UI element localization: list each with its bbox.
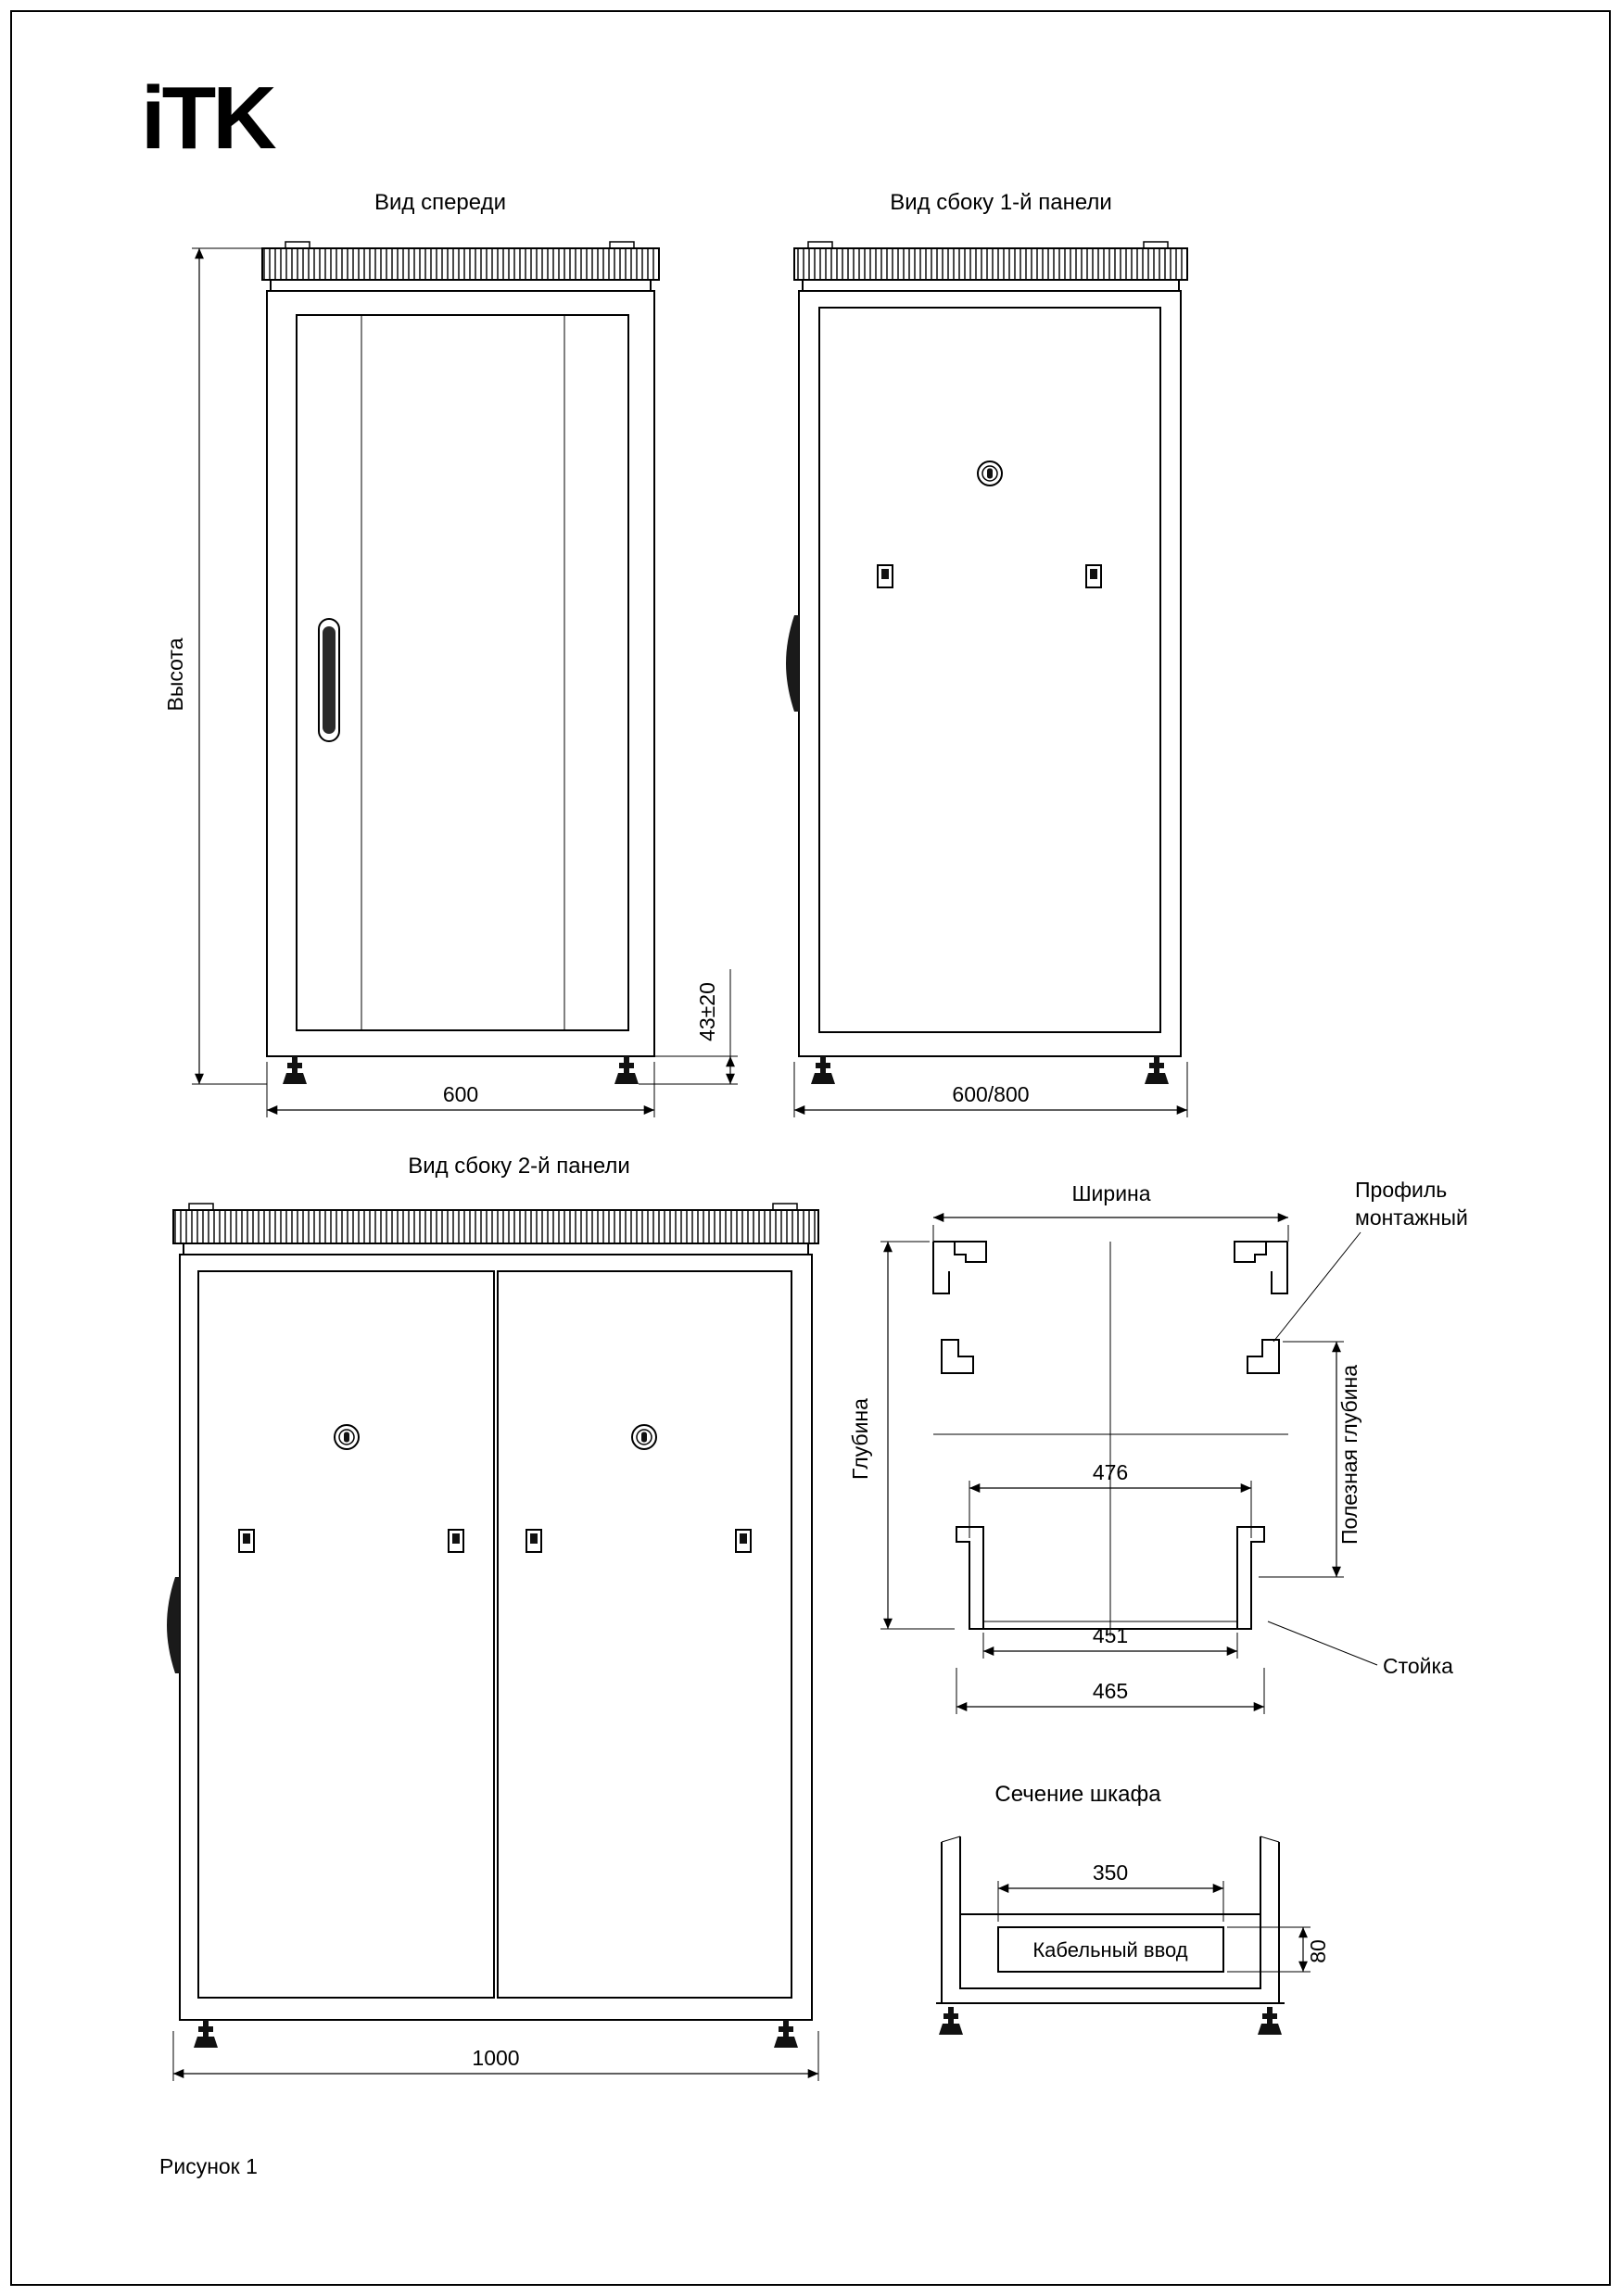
panel-latch <box>736 1530 751 1552</box>
top-panel-flange <box>803 280 1179 291</box>
adjustable-foot <box>283 1056 307 1084</box>
side-view-1-title: Вид сбоку 1-й панели <box>890 190 1112 215</box>
side-handle <box>786 615 799 712</box>
break-line <box>942 1836 960 1842</box>
frame-post-left <box>942 1836 960 2003</box>
dimension-465 <box>956 1668 1264 1714</box>
cabinet-door <box>297 315 628 1030</box>
panel-lock <box>335 1425 359 1449</box>
top-panel-flange <box>184 1243 808 1255</box>
cap-mounting-tab <box>773 1204 797 1210</box>
height-dimension <box>163 248 267 1084</box>
cable-section-title: Сечение шкафа <box>994 1782 1161 1807</box>
break-line <box>1260 1836 1279 1842</box>
panel-latch <box>1086 565 1101 587</box>
mounting-profile-right <box>1247 1340 1279 1373</box>
side-panel-left <box>198 1271 494 1998</box>
side-view-2 <box>167 1154 818 2081</box>
mounting-profile-left <box>942 1340 973 1373</box>
cable-entry-label: Кабельный ввод <box>1032 1938 1188 1962</box>
depth-dimension <box>848 1242 955 1629</box>
cabinet-body <box>799 291 1181 1056</box>
side-view-1 <box>786 190 1187 1117</box>
side-view-2-title: Вид сбоку 2-й панели <box>408 1154 630 1179</box>
useful-depth-label: Полезная глубина <box>1337 1365 1361 1545</box>
dimension-476-value: 476 <box>1092 1460 1129 1484</box>
depth-label: Глубина <box>848 1398 872 1480</box>
front-view <box>163 190 738 1117</box>
width-dimension-600 <box>267 1062 654 1117</box>
depth-dimension-value: 600/800 <box>952 1082 1030 1106</box>
width-dimension <box>933 1181 1288 1242</box>
depth-dimension-value: 1000 <box>472 2046 520 2070</box>
corner-profile-left <box>933 1242 986 1293</box>
adjustable-foot <box>774 2020 798 2048</box>
rack-upright-left <box>956 1527 983 1629</box>
mounting-profile-callout <box>1273 1178 1468 1342</box>
adjustable-foot <box>1258 2007 1282 2035</box>
dimension-80-value: 80 <box>1306 1939 1330 1963</box>
page-border-frame <box>11 11 1610 2285</box>
cap-mounting-tab <box>808 242 832 248</box>
depth-dimension-600-800 <box>794 1062 1187 1117</box>
panel-latch <box>449 1530 463 1552</box>
adjustable-foot <box>194 2020 218 2048</box>
cap-mounting-tab <box>610 242 634 248</box>
panel-latch <box>878 565 893 587</box>
figure-caption: Рисунок 1 <box>159 2154 258 2178</box>
cabinet-body <box>180 1255 812 2020</box>
panel-lock <box>978 461 1002 486</box>
leader-line <box>1268 1621 1377 1665</box>
dimension-465-value: 465 <box>1092 1679 1129 1703</box>
panel-latch <box>526 1530 541 1552</box>
rack-upright-right <box>1237 1527 1264 1629</box>
foot-height-dimension-value: 43±20 <box>695 982 719 1041</box>
cap-mounting-tab <box>189 1204 213 1210</box>
cable-entry-section-view <box>936 1782 1330 2035</box>
front-view-title: Вид спереди <box>374 190 507 215</box>
adjustable-foot <box>1145 1056 1169 1084</box>
top-ventilation-panel <box>794 248 1187 280</box>
stand-callout <box>1268 1621 1453 1678</box>
cap-mounting-tab <box>285 242 310 248</box>
width-dimension-value: 600 <box>442 1082 479 1106</box>
top-ventilation-panel <box>173 1210 818 1243</box>
top-panel-flange <box>271 280 651 291</box>
profile-label-line2: монтажный <box>1355 1205 1468 1230</box>
stand-label: Стойка <box>1383 1654 1453 1678</box>
side-handle <box>167 1577 180 1673</box>
top-ventilation-panel <box>262 248 659 280</box>
adjustable-foot <box>614 1056 639 1084</box>
dimension-451-value: 451 <box>1092 1623 1129 1647</box>
height-dimension-label: Высота <box>163 637 187 712</box>
corner-profile-right <box>1235 1242 1287 1293</box>
cross-section-view <box>848 1178 1468 1714</box>
width-label: Ширина <box>1071 1181 1151 1205</box>
adjustable-foot <box>939 2007 963 2035</box>
cap-mounting-tab <box>1144 242 1168 248</box>
brand-logo: iTK <box>141 69 273 168</box>
dimension-350-value: 350 <box>1092 1861 1129 1885</box>
depth-dimension-1000 <box>173 2031 818 2081</box>
frame-post-right <box>1260 1836 1279 2003</box>
door-handle-grip <box>323 626 336 734</box>
adjustable-foot <box>811 1056 835 1084</box>
useful-depth-dimension <box>1259 1342 1361 1577</box>
panel-latch <box>239 1530 254 1552</box>
side-panel-right <box>498 1271 792 1998</box>
panel-lock <box>632 1425 656 1449</box>
side-panel <box>819 308 1160 1032</box>
dimension-350 <box>998 1861 1223 1922</box>
profile-label-line1: Профиль <box>1355 1178 1448 1202</box>
